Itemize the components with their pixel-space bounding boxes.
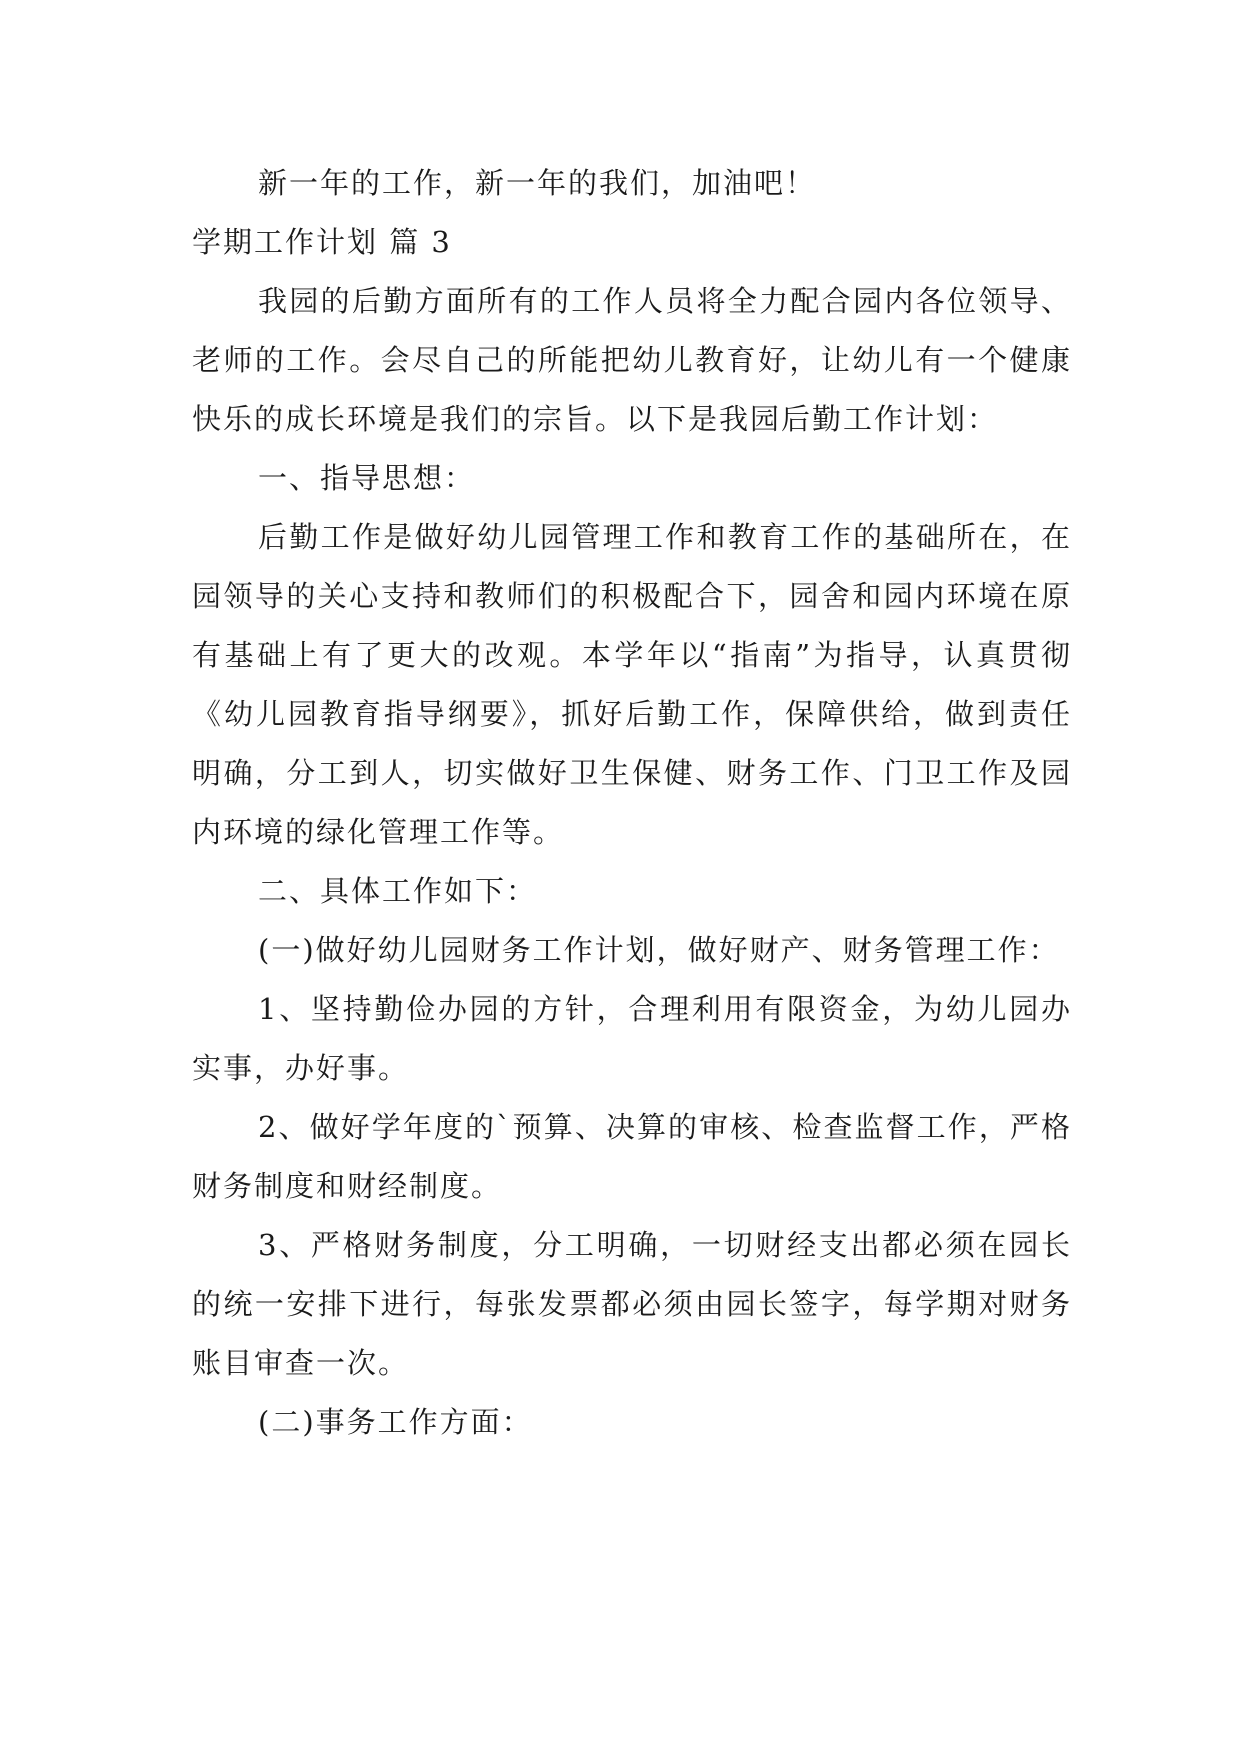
list-item: 1、坚持勤俭办园的方针，合理利用有限资金，为幼儿园办实事，办好事。 (192, 992, 1072, 1085)
document-body (192, 154, 1072, 1452)
subheading-guiding-thought: 一、指导思想： (258, 461, 476, 495)
guiding-thought-paragraph: 后勤工作是做好幼儿园管理工作和教育工作的基础所在，在园领导的关心支持和教师们的积极配合下，园舍和园内环境在原有基础上有了更大的改观。本学年以“指南”为指导，认真贯彻《幼儿园教育指导纲要》，抓好后勤工作，保障供给，做到责任明确，分工到人，切实做好卫生保健、财务工作、门卫工作及园内环境的绿化管理工作等。 (192, 520, 1072, 849)
finance-item: (一)做好幼儿园财务工作计划，做好财产、财务管理工作： (258, 933, 1060, 967)
section-title: 学期工作计划 篇 3 (192, 225, 452, 259)
list-item: 3、严格财务制度，分工明确，一切财经支出都必须在园长的统一安排下进行，每张发票都必须由园长签字，每学期对财务账目审查一次。 (192, 1228, 1072, 1380)
affairs-item: (二)事务工作方面： (258, 1405, 533, 1439)
closing-line: 新一年的工作，新一年的我们，加油吧！ (258, 166, 817, 200)
subheading-specific-work: 二、具体工作如下： (258, 874, 538, 908)
intro-paragraph: 我园的后勤方面所有的工作人员将全力配合园内各位领导、老师的工作。会尽自己的所能把幼儿教育好，让幼儿有一个健康快乐的成长环境是我们的宗旨。以下是我园后勤工作计划： (192, 284, 1072, 436)
list-item: 2、做好学年度的`预算、决算的审核、检查监督工作，严格财务制度和财经制度。 (192, 1110, 1072, 1203)
